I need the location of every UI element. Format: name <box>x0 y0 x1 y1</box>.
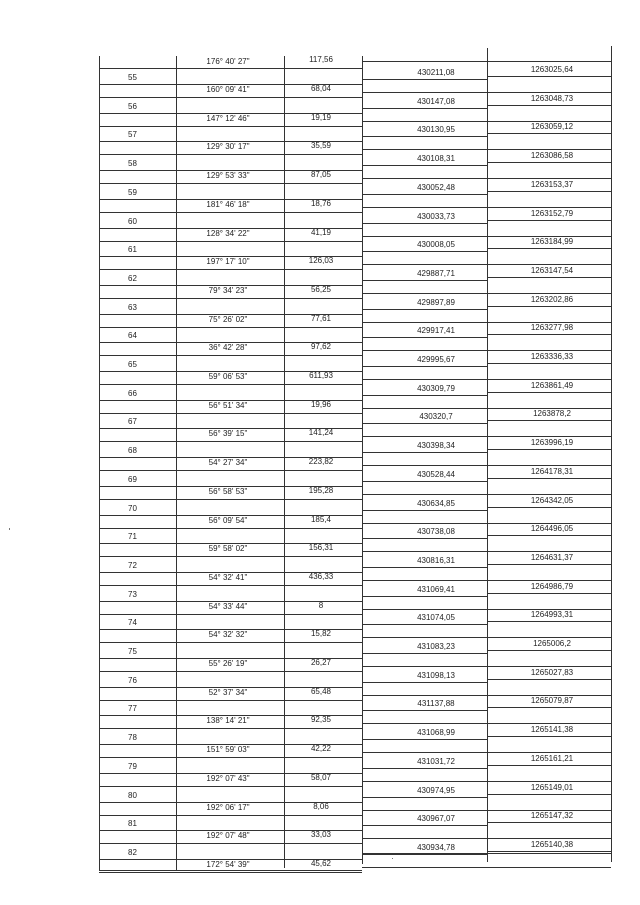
row-rule <box>99 154 362 155</box>
row-rule <box>362 108 487 109</box>
row-rule <box>487 507 611 508</box>
point-number: 63 <box>128 302 137 312</box>
length-cell: 611,93 <box>309 371 333 380</box>
row-rule <box>487 191 611 192</box>
coordinate-y: 1263996,19 <box>530 438 574 448</box>
length-cell: 156,31 <box>308 543 334 553</box>
row-rule <box>362 309 487 310</box>
coordinate-y: 1263048,73 <box>530 93 574 103</box>
scan-speck <box>9 528 10 530</box>
coordinate-y: 1264342,05 <box>530 495 574 505</box>
row-rule <box>487 334 611 335</box>
row-rule <box>362 79 487 80</box>
coordinate-x: 431074,05 <box>417 613 455 623</box>
point-number: 58 <box>128 159 137 169</box>
row-rule <box>487 707 611 708</box>
column-rule <box>487 48 488 862</box>
length-cell: 41,19 <box>310 227 332 237</box>
row-rule <box>99 757 362 758</box>
row-rule <box>487 162 611 163</box>
row-rule <box>487 420 611 421</box>
coordinate-x: 430398,34 <box>417 441 455 451</box>
angle-cell: 36° 42' 28" <box>208 343 248 353</box>
point-number: 69 <box>128 474 137 484</box>
row-rule <box>362 825 487 826</box>
row-rule <box>99 269 362 270</box>
point-number: 59 <box>128 187 137 197</box>
point-number: 70 <box>128 503 137 513</box>
column-rule <box>611 46 612 862</box>
point-number: 72 <box>128 560 137 570</box>
angle-cell: 56° 09' 54" <box>208 515 248 525</box>
length-cell: 223,82 <box>308 457 334 467</box>
row-rule <box>487 822 611 823</box>
coordinate-y: 1264496,05 <box>530 524 574 534</box>
angle-cell: 138° 14' 21" <box>206 716 250 726</box>
row-rule <box>99 298 362 299</box>
angle-cell: 52° 37' 34" <box>208 687 248 697</box>
row-rule <box>362 867 611 868</box>
column-rule <box>284 56 285 868</box>
coordinate-y: 1265079,87 <box>530 696 574 706</box>
length-cell: 19,96 <box>310 399 332 409</box>
row-rule <box>362 165 487 166</box>
point-number: 61 <box>128 245 137 255</box>
length-cell: 97,62 <box>310 342 332 352</box>
angle-cell: 176° 40' 27" <box>206 57 250 66</box>
row-rule <box>487 679 611 680</box>
point-number: 80 <box>128 790 137 800</box>
coordinate-x: 430052,48 <box>417 182 455 192</box>
row-rule <box>362 366 487 367</box>
point-number: 62 <box>128 273 137 283</box>
angle-cell: 54° 27' 34" <box>208 458 248 468</box>
row-rule <box>99 614 362 615</box>
length-cell: 8 <box>318 600 324 610</box>
row-rule <box>487 564 611 565</box>
length-cell: 126,03 <box>308 256 334 266</box>
row-rule <box>99 585 362 586</box>
row-rule <box>487 650 611 651</box>
row-rule <box>99 786 362 787</box>
length-cell: 19,19 <box>310 112 332 122</box>
row-rule <box>99 470 362 471</box>
row-rule <box>362 280 487 281</box>
coordinate-x: 430967,07 <box>417 814 455 824</box>
column-rule <box>99 56 100 870</box>
row-rule <box>487 794 611 795</box>
row-rule <box>362 423 487 424</box>
row-rule <box>362 136 487 137</box>
length-cell: 33,03 <box>310 830 332 840</box>
point-number: 73 <box>128 589 137 599</box>
row-rule <box>487 621 611 622</box>
row-rule <box>99 815 362 816</box>
coordinate-x: 430934,78 <box>417 842 455 852</box>
angle-cell: 197° 17' 10" <box>206 257 250 267</box>
angle-cell: 192° 06' 17" <box>206 802 250 812</box>
coordinate-y: 1265147,32 <box>530 811 574 821</box>
column-rule <box>176 56 177 870</box>
angle-cell: 59° 06' 53" <box>208 372 248 381</box>
row-rule <box>362 739 487 740</box>
point-number: 77 <box>128 704 137 714</box>
row-rule <box>99 499 362 500</box>
angle-cell: 54° 33' 44" <box>208 601 248 611</box>
angle-cell: 192° 07' 48" <box>206 831 250 841</box>
coordinate-x: 431069,41 <box>417 584 455 594</box>
coordinate-x: 430320,7 <box>419 412 453 422</box>
length-cell: 8,06 <box>313 801 329 811</box>
coordinate-x: 430634,85 <box>417 498 455 508</box>
angle-cell: 79° 34' 23" <box>208 285 248 295</box>
coordinate-y: 1263086,58 <box>530 151 574 161</box>
coordinate-y: 1264631,37 <box>530 552 574 562</box>
row-rule <box>99 327 362 328</box>
coordinate-x: 431137,88 <box>417 699 455 709</box>
point-number: 78 <box>128 733 137 743</box>
point-number: 56 <box>128 101 137 111</box>
row-rule <box>362 624 487 625</box>
point-number: 71 <box>128 532 137 542</box>
scan-speck <box>392 858 393 859</box>
coordinate-y: 1264986,79 <box>530 581 574 591</box>
angle-cell: 128° 34' 22" <box>206 228 250 238</box>
coordinate-x: 430974,95 <box>417 785 455 795</box>
row-rule <box>362 853 611 854</box>
coordinate-y: 1264178,31 <box>530 466 574 476</box>
angle-cell: 181° 46' 18" <box>206 199 250 209</box>
row-rule <box>99 241 362 242</box>
coordinate-y: 1263153,37 <box>530 179 574 189</box>
length-cell: 68,04 <box>310 84 332 93</box>
coordinate-y: 1263277,98 <box>530 323 574 333</box>
coordinate-y: 1265149,01 <box>530 782 574 792</box>
row-rule <box>99 642 362 643</box>
length-cell: 15,82 <box>310 629 332 639</box>
coordinate-x: 431083,23 <box>417 642 455 651</box>
angle-cell: 56° 58' 53" <box>208 486 248 496</box>
length-cell: 26,27 <box>310 658 332 667</box>
row-rule <box>487 76 611 77</box>
row-rule <box>99 671 362 672</box>
row-rule <box>99 872 362 873</box>
angle-cell: 54° 32' 32" <box>208 630 248 640</box>
row-rule <box>362 251 487 252</box>
angle-cell: 75° 26' 02" <box>208 314 248 324</box>
row-rule <box>99 441 362 442</box>
row-rule <box>487 765 611 766</box>
coordinate-x: 429995,67 <box>417 355 455 364</box>
length-cell: 56,25 <box>310 284 332 294</box>
row-rule <box>487 133 611 134</box>
row-rule <box>487 105 611 106</box>
row-rule <box>362 452 487 453</box>
row-rule <box>487 220 611 221</box>
length-cell: 436,33 <box>308 571 334 581</box>
point-number: 66 <box>128 388 137 398</box>
length-cell: 117,56 <box>309 55 333 64</box>
row-rule <box>99 413 362 414</box>
coordinate-x: 430008,05 <box>417 240 455 250</box>
row-rule <box>99 212 362 213</box>
row-rule <box>362 653 487 654</box>
coordinate-x: 429897,89 <box>417 297 455 307</box>
row-rule <box>487 535 611 536</box>
coordinate-x: 430033,73 <box>417 211 455 221</box>
point-number: 82 <box>128 847 137 857</box>
angle-cell: 54° 32' 41" <box>208 572 248 582</box>
row-rule <box>99 68 362 69</box>
row-rule <box>99 355 362 356</box>
coordinate-y: 1265006,2 <box>533 639 571 648</box>
row-rule <box>362 194 487 195</box>
row-rule <box>487 392 611 393</box>
row-rule <box>487 593 611 594</box>
row-rule <box>487 449 611 450</box>
point-number: 55 <box>128 73 137 82</box>
length-cell: 45,62 <box>310 858 332 868</box>
length-cell: 58,07 <box>310 772 332 782</box>
point-number: 65 <box>128 360 137 369</box>
coordinate-y: 1265140,38 <box>530 839 574 849</box>
length-cell: 92,35 <box>310 715 332 725</box>
angle-cell: 55° 26' 19" <box>208 659 248 668</box>
row-rule <box>99 700 362 701</box>
row-rule <box>99 728 362 729</box>
point-number: 68 <box>128 446 137 456</box>
row-rule <box>362 710 487 711</box>
row-rule <box>487 851 611 852</box>
row-rule <box>362 596 487 597</box>
coordinate-x: 430528,44 <box>417 469 455 479</box>
row-rule <box>99 183 362 184</box>
angle-cell: 129° 30' 17" <box>206 142 250 152</box>
row-rule <box>362 567 487 568</box>
angle-cell: 151° 59' 03" <box>206 745 250 755</box>
row-rule <box>362 768 487 769</box>
coordinate-x: 430147,08 <box>417 96 455 106</box>
row-rule <box>99 870 362 871</box>
row-rule <box>99 556 362 557</box>
row-rule <box>487 306 611 307</box>
length-cell: 18,76 <box>310 198 332 208</box>
row-rule <box>487 736 611 737</box>
row-rule <box>362 223 487 224</box>
length-cell: 65,48 <box>310 686 332 696</box>
row-rule <box>362 61 611 62</box>
coordinate-y: 1265161,21 <box>530 753 574 763</box>
point-number: 81 <box>128 819 137 829</box>
coordinate-y: 1263184,99 <box>530 237 574 247</box>
coordinate-y: 1263336,33 <box>530 352 574 361</box>
coordinate-x: 430738,08 <box>417 527 455 537</box>
row-rule <box>362 395 487 396</box>
row-rule <box>99 384 362 385</box>
coordinate-x: 430211,08 <box>417 68 455 77</box>
row-rule <box>487 277 611 278</box>
coordinate-x: 431098,13 <box>417 670 455 680</box>
length-cell: 141,24 <box>308 428 334 438</box>
angle-cell: 129° 53' 33" <box>206 171 250 181</box>
point-number: 64 <box>128 331 137 341</box>
row-rule <box>362 481 487 482</box>
coordinate-y: 1264993,31 <box>530 610 574 620</box>
length-cell: 77,61 <box>310 313 332 323</box>
row-rule <box>99 528 362 529</box>
coordinate-y: 1265027,83 <box>530 667 574 677</box>
row-rule <box>362 510 487 511</box>
coordinate-y: 1265141,38 <box>530 725 574 735</box>
coordinate-y: 1263025,64 <box>530 65 574 74</box>
row-rule <box>487 248 611 249</box>
coordinate-x: 430130,95 <box>417 125 455 135</box>
length-cell: 195,28 <box>308 485 334 495</box>
row-rule <box>362 854 487 855</box>
point-number: 79 <box>128 761 137 771</box>
point-number: 75 <box>128 647 137 656</box>
length-cell: 42,22 <box>310 744 332 754</box>
coordinate-x: 430816,31 <box>417 555 455 565</box>
length-cell: 35,59 <box>310 141 332 151</box>
coordinate-x: 431031,72 <box>417 756 455 766</box>
coordinate-x: 430108,31 <box>417 154 455 164</box>
row-rule <box>487 363 611 364</box>
angle-cell: 59° 58' 02" <box>208 544 248 554</box>
point-number: 60 <box>128 216 137 226</box>
angle-cell: 56° 51' 34" <box>208 400 248 410</box>
row-rule <box>362 682 487 683</box>
row-rule <box>362 337 487 338</box>
coordinate-y: 1263878,2 <box>533 409 571 419</box>
point-number: 57 <box>128 130 137 140</box>
row-rule <box>99 843 362 844</box>
row-rule <box>487 478 611 479</box>
length-cell: 185,4 <box>310 514 332 524</box>
coordinate-y: 1263861,49 <box>530 380 574 390</box>
row-rule <box>99 97 362 98</box>
coordinate-y: 1263152,79 <box>530 208 574 218</box>
angle-cell: 160° 09' 41" <box>206 85 250 94</box>
point-number: 76 <box>128 675 137 685</box>
coordinate-x: 429917,41 <box>417 326 455 336</box>
coordinate-y: 1263147,54 <box>530 265 574 275</box>
coordinate-y: 1263059,12 <box>530 122 574 132</box>
angle-cell: 56° 39' 15" <box>208 429 248 439</box>
row-rule <box>362 797 487 798</box>
coordinate-x: 431068,99 <box>417 728 455 738</box>
angle-cell: 172° 54' 39" <box>206 859 250 869</box>
row-rule <box>362 538 487 539</box>
coordinate-x: 429887,71 <box>417 268 455 278</box>
coordinate-y: 1263202,86 <box>530 294 574 304</box>
length-cell: 87,05 <box>310 170 332 180</box>
row-rule <box>99 126 362 127</box>
angle-cell: 147° 12' 46" <box>206 113 250 123</box>
coordinate-x: 430309,79 <box>417 383 455 393</box>
point-number: 67 <box>128 417 137 427</box>
angle-cell: 192° 07' 43" <box>206 773 250 783</box>
point-number: 74 <box>128 618 137 628</box>
